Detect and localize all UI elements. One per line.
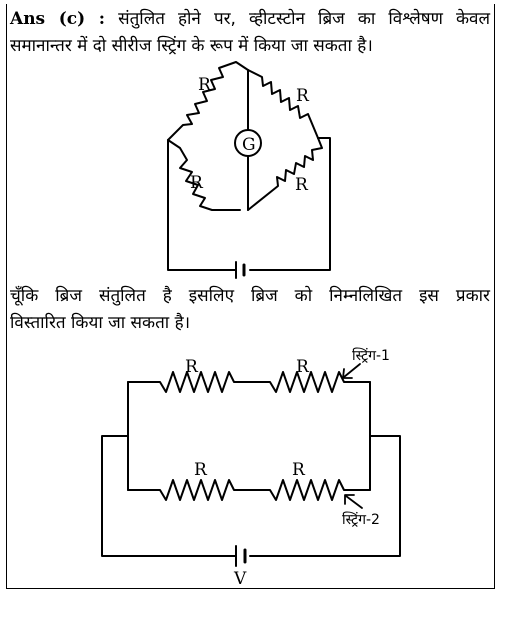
wheatstone-bridge-diagram xyxy=(168,62,330,278)
answer-text-2: समानान्तर में दो सीरीज स्ट्रिंग के रूप में किया जा सकता है। xyxy=(10,36,373,56)
string-2-wire xyxy=(128,480,370,500)
string-1-arrow xyxy=(344,364,360,377)
string-1-wire xyxy=(128,372,370,392)
string-1-resistor-label-b: R xyxy=(296,357,309,377)
string-2-resistor-label-a: R xyxy=(194,460,207,480)
string-2-arrow xyxy=(346,496,362,508)
resistor-label-bottom-left: R xyxy=(190,173,203,193)
outer-left-lead xyxy=(102,436,236,556)
answer-text-1: संतुलित होने पर, व्हीटस्टोन ब्रिज का विश्लेषण केवल xyxy=(118,9,491,29)
answer-label: Ans (c) : xyxy=(10,9,106,29)
resistor-top-left xyxy=(168,62,248,140)
resistor-bottom-left xyxy=(168,140,240,210)
bridge-left-lead xyxy=(168,140,236,270)
series-parallel-diagram xyxy=(102,347,400,589)
resistor-label-bottom-right: R xyxy=(295,175,308,195)
explanation-text-2: विस्तारित किया जा सकता है। xyxy=(10,313,191,333)
resistor-label-top-right: R xyxy=(296,86,309,106)
string-2-resistor-label-b: R xyxy=(292,460,305,480)
string-1-label: स्ट्रिंग-1 xyxy=(352,348,390,364)
galvanometer-label: G xyxy=(242,135,256,155)
voltage-label: V xyxy=(234,569,247,589)
resistor-label-top-left: R xyxy=(198,75,211,95)
explanation-text-1: चूँकि ब्रिज संतुलित है इसलिए ब्रिज को निम्नलिखित इस प्रकार xyxy=(10,286,490,306)
string-2-label: स्ट्रिंग-2 xyxy=(342,512,380,528)
string-1-resistor-label-a: R xyxy=(185,357,198,377)
bridge-right-lead xyxy=(250,138,330,270)
